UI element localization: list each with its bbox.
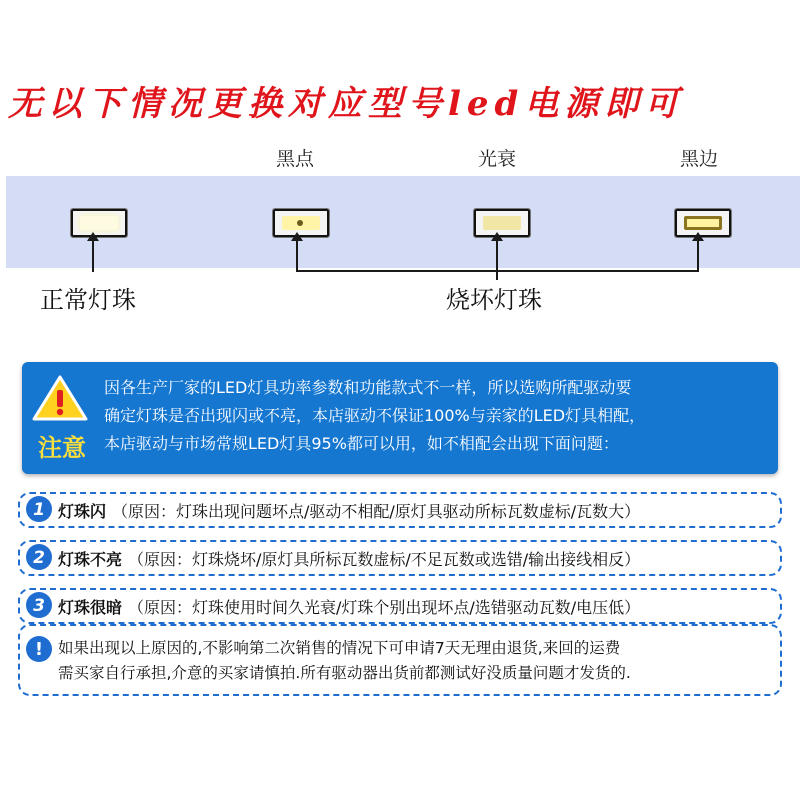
bracket-stem xyxy=(496,270,498,280)
label-black-edge: 黑边 xyxy=(680,148,719,170)
arrow-head-1 xyxy=(291,232,303,241)
label-light-decay: 光衰 xyxy=(478,148,517,170)
number-2-icon xyxy=(24,542,54,572)
label-black-dot: 黑点 xyxy=(276,148,315,170)
led-normal xyxy=(70,208,128,238)
normal-led-label: 正常灯珠 xyxy=(40,286,136,314)
problem-detail: （原因：灯珠烧坏/原灯具所标瓦数虚标/不足瓦数或选错/输出接线相反） xyxy=(128,550,641,569)
number-1-icon xyxy=(24,494,54,524)
svg-text:1: 1 xyxy=(33,500,45,520)
notice-line: 确定灯珠是否出现闪或不亮，本店驱动不保证100%与亲家的LED灯具相配， xyxy=(104,406,646,425)
note-line: 如果出现以上原因的,不影响第二次销售的情况下可申请7天无理由退货,来回的运费 xyxy=(58,639,621,657)
number-3-icon xyxy=(24,590,54,620)
svg-text:!: ! xyxy=(34,639,44,660)
bracket-left xyxy=(296,238,298,272)
notice-panel xyxy=(22,362,778,474)
notice-word: 注意 xyxy=(38,434,86,462)
problem-title: 灯珠很暗 xyxy=(58,598,123,617)
arrow-head-2 xyxy=(491,232,503,241)
arrow-normal-head xyxy=(87,232,99,241)
problem-row xyxy=(18,588,782,624)
refund-note xyxy=(18,624,782,696)
problem-title: 灯珠闪 xyxy=(58,502,107,521)
problem-row xyxy=(18,540,782,576)
notice-line: 因各生产厂家的LED灯具功率参数和功能款式不一样，所以选购所配驱动要 xyxy=(104,378,632,397)
warning-icon xyxy=(32,374,88,422)
led-strip xyxy=(6,176,800,268)
notice-line: 本店驱动与市场常规LED灯具95%都可以用，如不相配会出现下面问题： xyxy=(104,434,619,453)
note-line: 需买家自行承担,介意的买家请慎拍.所有驱动器出货前都测试好没质量问题才发货的. xyxy=(58,664,631,682)
headline: 无以下情况更换对应型号led电源即可 xyxy=(8,84,685,124)
arrow-head-3 xyxy=(692,232,704,241)
bracket-mid xyxy=(496,238,498,272)
problem-title: 灯珠不亮 xyxy=(58,550,123,569)
problem-detail: （原因：灯珠使用时间久光衰/灯珠个别出现坏点/选错驱动瓦数/电压低） xyxy=(128,598,641,617)
arrow-normal-line xyxy=(92,238,94,272)
problem-detail: （原因：灯珠出现问题坏点/驱动不相配/原灯具驱动所标瓦数虚标/瓦数大） xyxy=(112,502,641,521)
bracket-right xyxy=(697,238,699,272)
problem-row xyxy=(18,492,782,528)
svg-text:3: 3 xyxy=(33,596,45,616)
burnt-led-label: 烧坏灯珠 xyxy=(446,286,542,314)
notice-text xyxy=(104,374,774,458)
exclamation-icon xyxy=(24,634,54,664)
note-text xyxy=(58,636,780,686)
svg-text:2: 2 xyxy=(33,548,45,568)
